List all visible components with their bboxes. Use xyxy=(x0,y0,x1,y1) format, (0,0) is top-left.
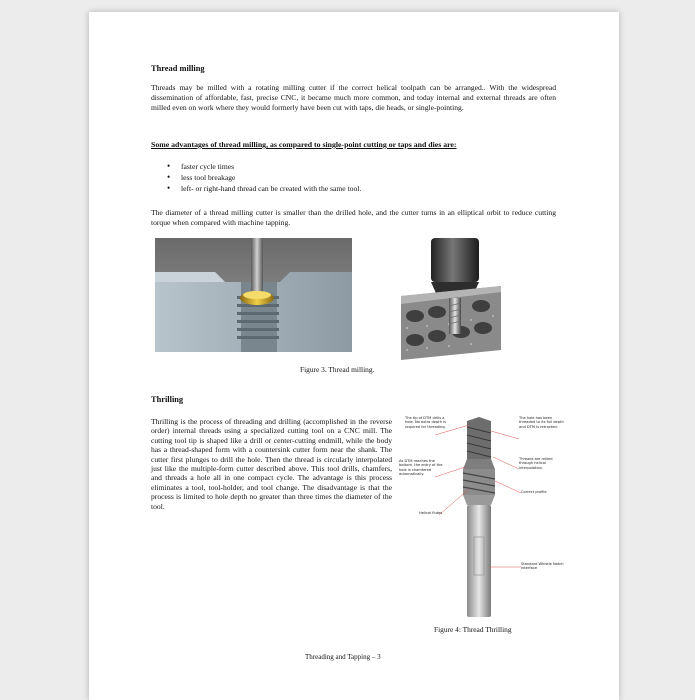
thread-milling-paragraph-2: The diameter of a thread milling cutter is smaller than the drilled hole, and the cutter turns in an elliptical orbit to reduce cutting torque when compared with machine tapping. xyxy=(151,208,556,228)
thrilling-tool-diagram xyxy=(399,417,564,622)
list-item: • left- or right-hand thread can be created with the same tool. xyxy=(167,183,547,194)
label-chamfer: As DTM reaches the bottom, the entry of the hole is chamfered automatically. xyxy=(399,459,443,477)
heading-thrilling: Thrilling xyxy=(151,395,184,404)
page-footer: Threading and Tapping – 3 xyxy=(305,653,381,661)
thrilling-paragraph: Thrilling is the process of threading and drilling (accomplished in the reverse order) internal threads using a specialized cutting tool on a CNC mill. The cutting tool tip is shaped like a drill or center-cutting endmill, while the body has a thread-shaped form with a countersink cutter form near the shank. The cutter first plunges to drill the hole. Then the thread is circularly interpolated just like the multiple-form cutter described above. This tool drills, chamfers, and threads a hole all in one compact cycle. The advantage is this process eliminates a tool, tool-holder, and tool change. The disadvantage is that the process is limited to hole depth no greater than three times the diameter of the tool. xyxy=(151,417,392,511)
thread-milling-paragraph: Threads may be milled with a rotating milling cutter if the correct helical toolpath can be arranged.. With the widespread dissemination of affordable, fast, precise CNC, it became much more common, and today internal and external threads are often milled even on work where they would formerly have been cut with taps, die heads, or single-pointing. xyxy=(151,83,556,113)
label-helical-flutes: Helical flutes xyxy=(419,511,443,515)
figure-4-caption: Figure 4: Thread Thrilling xyxy=(434,625,512,634)
document-page xyxy=(89,12,619,700)
list-item: • faster cycle times xyxy=(167,161,547,172)
thread-milling-cross-section-image xyxy=(155,238,352,352)
heading-thread-milling: Thread milling xyxy=(151,64,205,73)
label-threads-milled: Threads are milled through helical interpolation. xyxy=(519,457,553,470)
label-tip: The tip of DTM drills a hole. No extra depth is required for threading. xyxy=(405,416,446,429)
label-cutting-profile: Correct profile xyxy=(521,490,547,494)
advantages-list xyxy=(167,161,547,194)
label-hole-threaded: The hole has been threaded to its full depth and DTM is retracted. xyxy=(519,416,564,429)
advantages-heading: Some advantages of thread milling, as compared to single-point cutting or taps and dies are: xyxy=(151,140,457,149)
list-item: • less tool breakage xyxy=(167,172,547,183)
figure-3-caption: Figure 3. Thread milling. xyxy=(300,365,375,374)
label-weldon: Standard Whistle Notch interface xyxy=(521,562,564,571)
thread-mill-photo xyxy=(401,238,501,360)
